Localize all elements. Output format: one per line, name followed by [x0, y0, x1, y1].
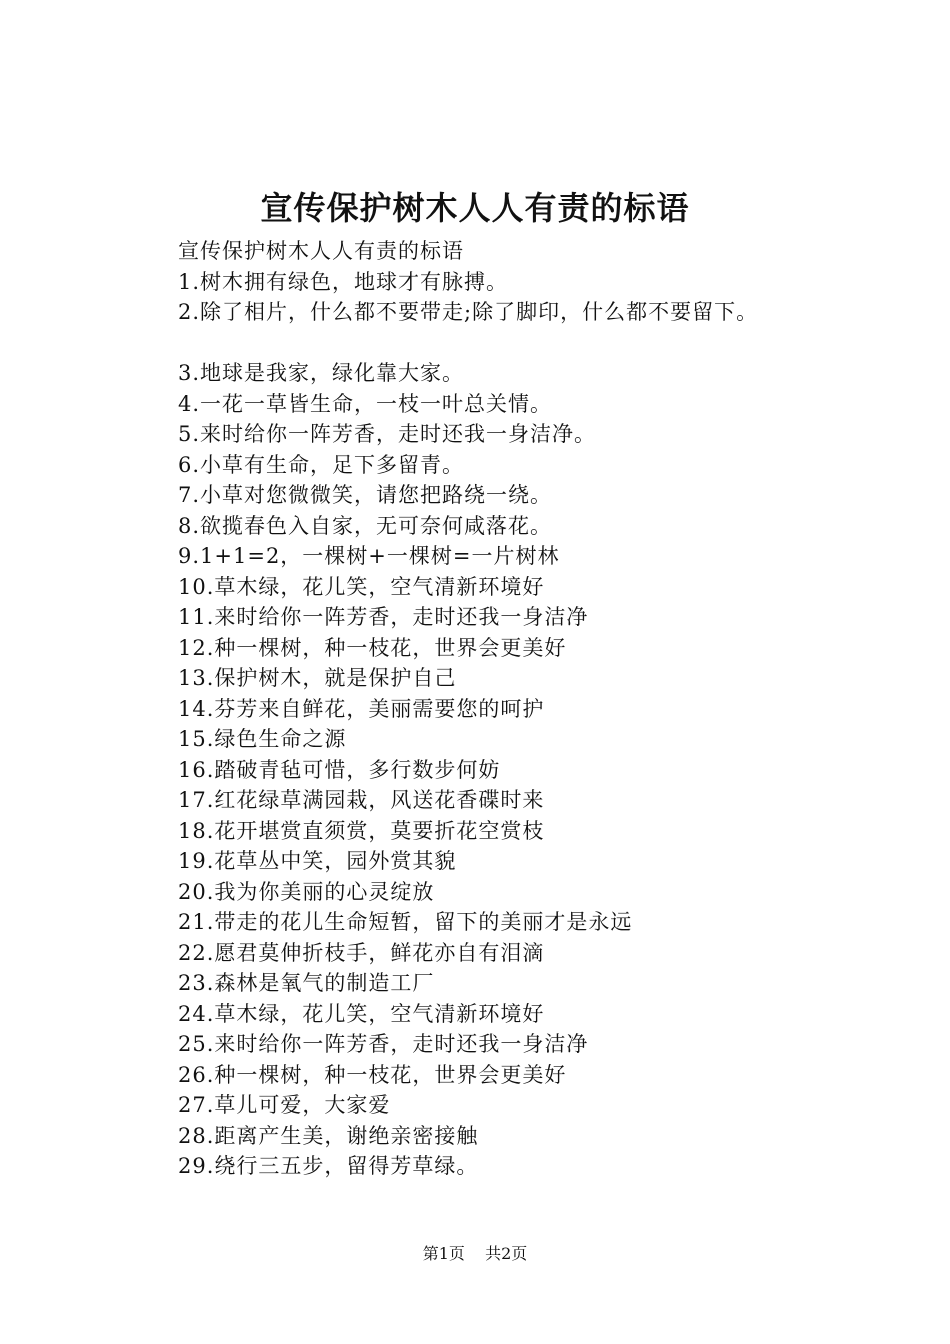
slogan-line: 11.来时给你一阵芳香，走时还我一身洁净 — [178, 605, 589, 629]
slogan-line: 1.树木拥有绿色，地球才有脉搏。 — [178, 269, 509, 294]
slogan-line: 23.森林是氧气的制造工厂 — [178, 971, 435, 995]
slogan-line: 7.小草对您微微笑，请您把路绕一绕。 — [178, 483, 553, 507]
slogan-line: 15.绿色生命之源 — [178, 727, 347, 751]
slogan-line: 10.草木绿，花儿笑，空气清新环境好 — [178, 574, 545, 599]
slogan-line: 17.红花绿草满园栽，风送花香碟时来 — [178, 788, 545, 812]
slogan-line: 12.种一棵树，种一枝花，世界会更美好 — [178, 635, 567, 660]
slogan-line: 27.草儿可爱，大家爱 — [178, 1093, 391, 1117]
slogan-line: 3.地球是我家，绿化靠大家。 — [178, 361, 465, 385]
page-number: 第1页 — [422, 1244, 465, 1263]
slogan-line: 18.花开堪赏直须赏，莫要折花空赏枝 — [178, 818, 545, 843]
slogan-line: 20.我为你美丽的心灵绽放 — [178, 879, 435, 904]
slogan-line: 13.保护树木，就是保护自己 — [178, 666, 457, 690]
document-body — [178, 236, 938, 1182]
slogan-line: 24.草木绿，花儿笑，空气清新环境好 — [178, 1001, 545, 1026]
slogan-line: 16.踏破青毡可惜，多行数步何妨 — [178, 757, 501, 782]
page-total: 共2页 — [485, 1244, 528, 1263]
slogan-line: 4.一花一草皆生命，一枝一叶总关情。 — [178, 391, 553, 416]
slogan-line: 28.距离产生美，谢绝亲密接触 — [178, 1123, 479, 1148]
slogan-line: 6.小草有生命，足下多留青。 — [178, 452, 465, 477]
slogan-line: 9.1+1=2，一棵树+一棵树=一片树林 — [178, 544, 560, 568]
slogan-line: 5.来时给你一阵芳香，走时还我一身洁净。 — [178, 422, 597, 446]
slogan-line: 19.花草丛中笑，园外赏其貌 — [178, 849, 457, 873]
page-footer — [0, 1243, 950, 1265]
document-subtitle: 宣传保护树木人人有责的标语 — [178, 239, 464, 263]
slogan-line: 29.绕行三五步，留得芳草绿。 — [178, 1154, 479, 1178]
slogan-line: 22.愿君莫伸折枝手，鲜花亦自有泪滴 — [178, 940, 545, 965]
blank-line — [178, 328, 938, 359]
slogan-line: 2.除了相片，什么都不要带走;除了脚印，什么都不要留下。 — [178, 300, 759, 324]
document-title: 宣传保护树木人人有责的标语 — [260, 189, 690, 227]
slogan-line: 21.带走的花儿生命短暂，留下的美丽才是永远 — [178, 910, 633, 934]
slogan-line: 25.来时给你一阵芳香，走时还我一身洁净 — [178, 1032, 589, 1056]
slogan-line: 8.欲揽春色入自家，无可奈何咸落花。 — [178, 513, 553, 538]
slogan-line: 14.芬芳来自鲜花，美丽需要您的呵护 — [178, 696, 545, 721]
slogan-line: 26.种一棵树，种一枝花，世界会更美好 — [178, 1062, 567, 1087]
